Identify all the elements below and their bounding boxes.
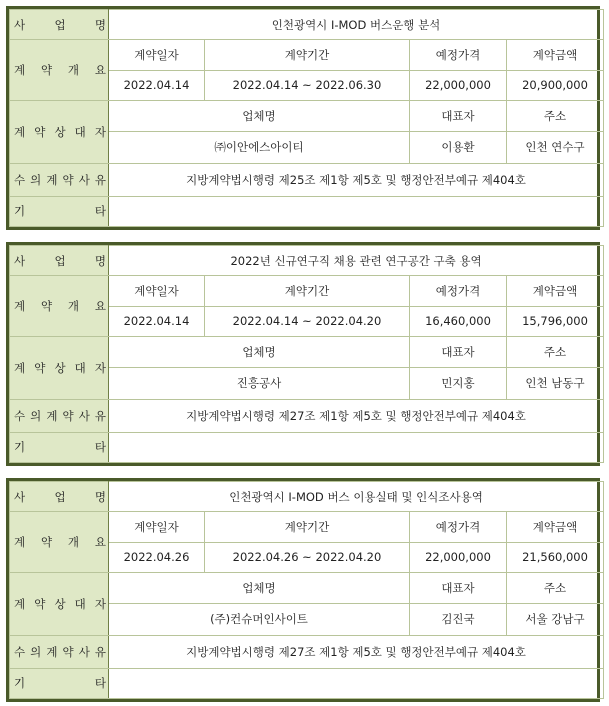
contract-reason: 지방계약법시행령 제25조 제1항 제5호 및 행정안전부예규 제404호 xyxy=(109,164,604,196)
header-address: 주소 xyxy=(507,337,604,367)
contract-table xyxy=(9,9,604,227)
label-char: 사 xyxy=(78,172,90,187)
label-char: 요 xyxy=(94,535,106,550)
label-char: 계 xyxy=(14,361,26,376)
header-address: 주소 xyxy=(507,101,604,131)
representative: 이용환 xyxy=(410,131,507,163)
label-char: 사 xyxy=(14,17,26,32)
header-representative: 대표자 xyxy=(410,573,507,603)
label-char: 유 xyxy=(94,644,106,659)
label-char: 약 xyxy=(62,644,74,659)
header-contract-date: 계약일자 xyxy=(109,512,205,542)
company-name: ㈜이안에스아이티 xyxy=(109,131,410,163)
label-char: 의 xyxy=(30,408,42,423)
label-char: 개 xyxy=(67,535,80,550)
label-char: 명 xyxy=(94,17,106,32)
contract-date: 2022.04.14 xyxy=(109,70,205,100)
label-char: 상 xyxy=(54,597,66,612)
label-char: 업 xyxy=(54,17,66,32)
header-company: 업체명 xyxy=(109,337,410,367)
contract-table xyxy=(9,481,604,699)
label-reason xyxy=(10,636,109,668)
address: 인천 남동구 xyxy=(507,367,604,399)
label-char: 계 xyxy=(46,172,58,187)
label-overview xyxy=(10,512,109,573)
label-char: 자 xyxy=(94,125,106,140)
contract-date: 2022.04.14 xyxy=(109,306,205,336)
label-char: 의 xyxy=(30,172,42,187)
label-char: 수 xyxy=(14,644,26,659)
other-notes xyxy=(109,196,604,226)
business-name: 인천광역시 I-MOD 버스운행 분석 xyxy=(109,10,604,40)
contract-period: 2022.04.26 ~ 2022.04.20 xyxy=(205,542,410,572)
label-char: 사 xyxy=(14,253,26,268)
contract-card xyxy=(6,242,600,466)
label-other xyxy=(10,432,109,462)
contract-reason: 지방계약법시행령 제27조 제1항 제5호 및 행정안전부예규 제404호 xyxy=(109,400,604,432)
business-name: 2022년 신규연구직 채용 관련 연구공간 구축 용역 xyxy=(109,246,604,276)
header-contract-amount: 계약금액 xyxy=(507,276,604,306)
label-business xyxy=(10,482,109,512)
label-char: 수 xyxy=(14,408,26,423)
address: 인천 연수구 xyxy=(507,131,604,163)
label-char: 약 xyxy=(40,299,53,314)
label-char: 개 xyxy=(67,63,80,78)
header-contract-date: 계약일자 xyxy=(109,276,205,306)
label-party xyxy=(10,101,109,164)
header-representative: 대표자 xyxy=(410,337,507,367)
label-char: 의 xyxy=(30,644,42,659)
label-char: 업 xyxy=(54,253,66,268)
label-char: 약 xyxy=(34,597,46,612)
label-char: 계 xyxy=(14,63,26,78)
label-other xyxy=(10,196,109,226)
label-char: 상 xyxy=(54,361,66,376)
contract-amount: 15,796,000 xyxy=(507,306,604,336)
label-reason xyxy=(10,164,109,196)
label-char: 기 xyxy=(14,676,26,691)
contract-card xyxy=(6,6,600,230)
header-contract-amount: 계약금액 xyxy=(507,40,604,70)
header-estimated-price: 예정가격 xyxy=(410,512,507,542)
header-estimated-price: 예정가격 xyxy=(410,40,507,70)
label-overview xyxy=(10,40,109,101)
label-char: 타 xyxy=(94,676,106,691)
label-char: 사 xyxy=(78,644,90,659)
label-char: 대 xyxy=(74,125,86,140)
label-char: 기 xyxy=(14,440,26,455)
label-other xyxy=(10,668,109,698)
contract-amount: 20,900,000 xyxy=(507,70,604,100)
label-char: 상 xyxy=(54,125,66,140)
estimated-price: 16,460,000 xyxy=(410,306,507,336)
contract-amount: 21,560,000 xyxy=(507,542,604,572)
label-char: 개 xyxy=(67,299,80,314)
header-contract-period: 계약기간 xyxy=(205,40,410,70)
header-company: 업체명 xyxy=(109,573,410,603)
header-estimated-price: 예정가격 xyxy=(410,276,507,306)
header-contract-date: 계약일자 xyxy=(109,40,205,70)
company-name: (주)컨슈머인사이트 xyxy=(109,603,410,635)
contract-period: 2022.04.14 ~ 2022.04.20 xyxy=(205,306,410,336)
header-address: 주소 xyxy=(507,573,604,603)
label-char: 대 xyxy=(74,597,86,612)
label-char: 자 xyxy=(94,597,106,612)
label-char: 약 xyxy=(40,535,53,550)
label-char: 약 xyxy=(34,125,46,140)
label-char: 타 xyxy=(94,440,106,455)
estimated-price: 22,000,000 xyxy=(410,70,507,100)
label-char: 계 xyxy=(46,408,58,423)
address: 서울 강남구 xyxy=(507,603,604,635)
header-company: 업체명 xyxy=(109,101,410,131)
label-char: 계 xyxy=(46,644,58,659)
label-reason xyxy=(10,400,109,432)
label-char: 약 xyxy=(34,361,46,376)
label-char: 업 xyxy=(54,489,66,504)
header-contract-period: 계약기간 xyxy=(205,276,410,306)
business-name: 인천광역시 I-MOD 버스 이용실태 및 인식조사용역 xyxy=(109,482,604,512)
label-char: 약 xyxy=(62,408,74,423)
label-business xyxy=(10,246,109,276)
label-char: 계 xyxy=(14,299,26,314)
company-name: 진흥공사 xyxy=(109,367,410,399)
label-char: 계 xyxy=(14,125,26,140)
label-char: 계 xyxy=(14,535,26,550)
label-char: 사 xyxy=(78,408,90,423)
label-char: 유 xyxy=(94,408,106,423)
contract-table xyxy=(9,245,604,463)
label-char: 기 xyxy=(14,204,26,219)
estimated-price: 22,000,000 xyxy=(410,542,507,572)
other-notes xyxy=(109,668,604,698)
label-char: 자 xyxy=(94,361,106,376)
label-char: 명 xyxy=(94,253,106,268)
label-char: 유 xyxy=(94,172,106,187)
label-business xyxy=(10,10,109,40)
header-contract-period: 계약기간 xyxy=(205,512,410,542)
label-char: 사 xyxy=(14,489,26,504)
header-representative: 대표자 xyxy=(410,101,507,131)
representative: 김진국 xyxy=(410,603,507,635)
label-overview xyxy=(10,276,109,337)
label-char: 타 xyxy=(94,204,106,219)
label-char: 대 xyxy=(74,361,86,376)
label-char: 수 xyxy=(14,172,26,187)
label-party xyxy=(10,573,109,636)
header-contract-amount: 계약금액 xyxy=(507,512,604,542)
label-char: 요 xyxy=(94,299,106,314)
representative: 민지홍 xyxy=(410,367,507,399)
contract-reason: 지방계약법시행령 제27조 제1항 제5호 및 행정안전부예규 제404호 xyxy=(109,636,604,668)
label-party xyxy=(10,337,109,400)
label-char: 요 xyxy=(94,63,106,78)
other-notes xyxy=(109,432,604,462)
contract-period: 2022.04.14 ~ 2022.06.30 xyxy=(205,70,410,100)
label-char: 약 xyxy=(62,172,74,187)
label-char: 명 xyxy=(94,489,106,504)
contract-date: 2022.04.26 xyxy=(109,542,205,572)
label-char: 약 xyxy=(40,63,53,78)
contract-card xyxy=(6,478,600,702)
label-char: 계 xyxy=(14,597,26,612)
